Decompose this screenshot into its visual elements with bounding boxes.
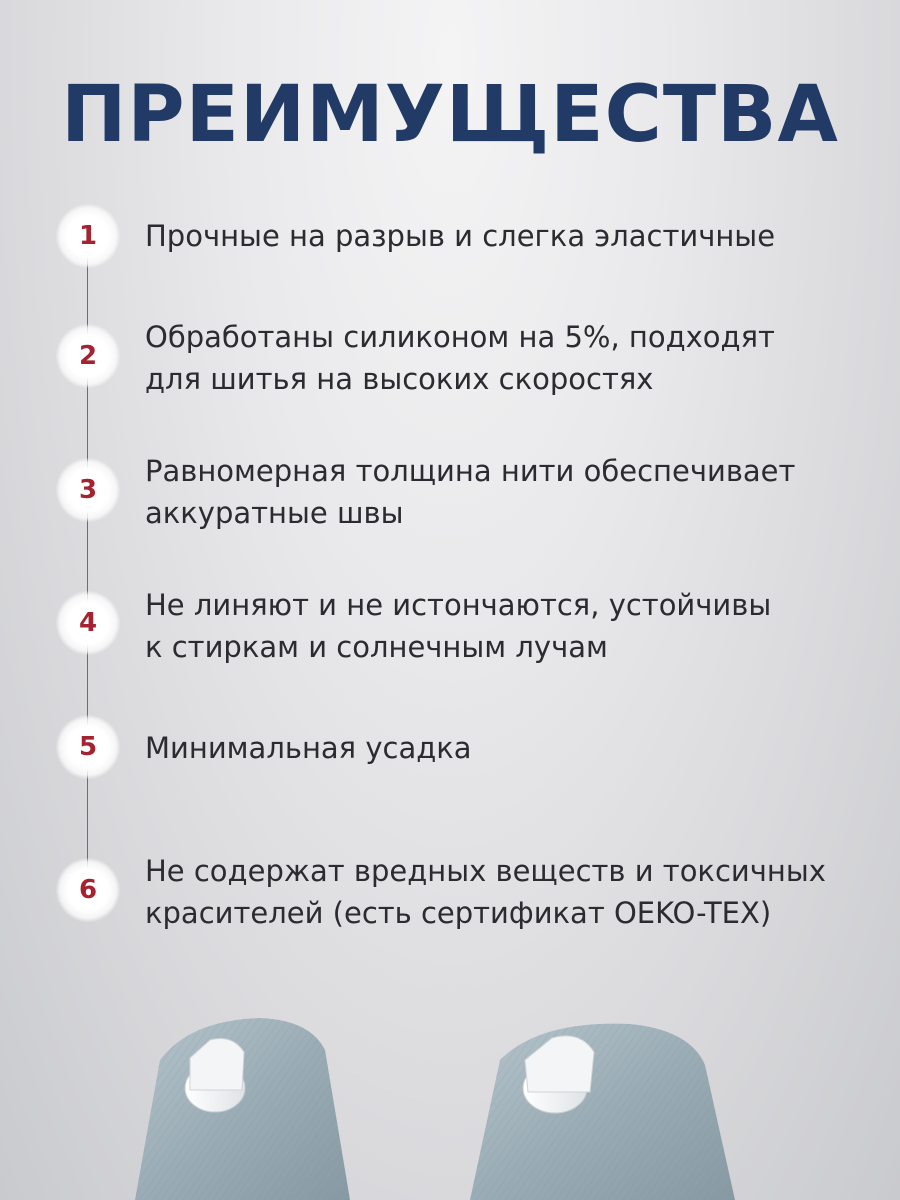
advantage-text-line: к стиркам и солнечным лучам bbox=[145, 630, 608, 664]
advantage-text-line: Обработаны силиконом на 5%, подходят bbox=[145, 320, 775, 354]
thread-spools-illustration bbox=[0, 980, 900, 1200]
advantage-text bbox=[145, 316, 865, 400]
advantage-text bbox=[145, 584, 865, 668]
advantage-text-line: Не линяют и не истончаются, устойчивы bbox=[145, 588, 772, 622]
advantage-text bbox=[145, 450, 865, 534]
page-title: ПРЕИМУЩЕСТВА bbox=[61, 70, 839, 160]
advantage-text-line: для шитья на высоких скоростях bbox=[145, 362, 654, 396]
advantage-text-line: Прочные на разрыв и слегка эластичные bbox=[145, 219, 776, 253]
number-badge: 3 bbox=[56, 458, 120, 522]
advantage-text-line: Равномерная толщина нити обеспечивает bbox=[145, 454, 796, 488]
advantage-text-line: Минимальная усадка bbox=[145, 731, 472, 765]
number-badge: 4 bbox=[56, 591, 120, 655]
number-badge: 5 bbox=[56, 715, 120, 779]
number-badge: 1 bbox=[56, 204, 120, 268]
thread-spool-left bbox=[135, 1018, 350, 1200]
advantage-text bbox=[145, 727, 865, 769]
number-badge: 6 bbox=[56, 858, 120, 922]
advantage-text bbox=[145, 215, 865, 257]
advantage-text-line: аккуратные швы bbox=[145, 496, 404, 530]
number-badge: 2 bbox=[56, 324, 120, 388]
thread-spool-right bbox=[470, 1024, 735, 1200]
advantage-text-line: красителей (есть сертификат OEKO-TEX) bbox=[145, 896, 772, 930]
advantage-text-line: Не содержат вредных веществ и токсичных bbox=[145, 854, 826, 888]
advantage-text bbox=[145, 850, 865, 934]
